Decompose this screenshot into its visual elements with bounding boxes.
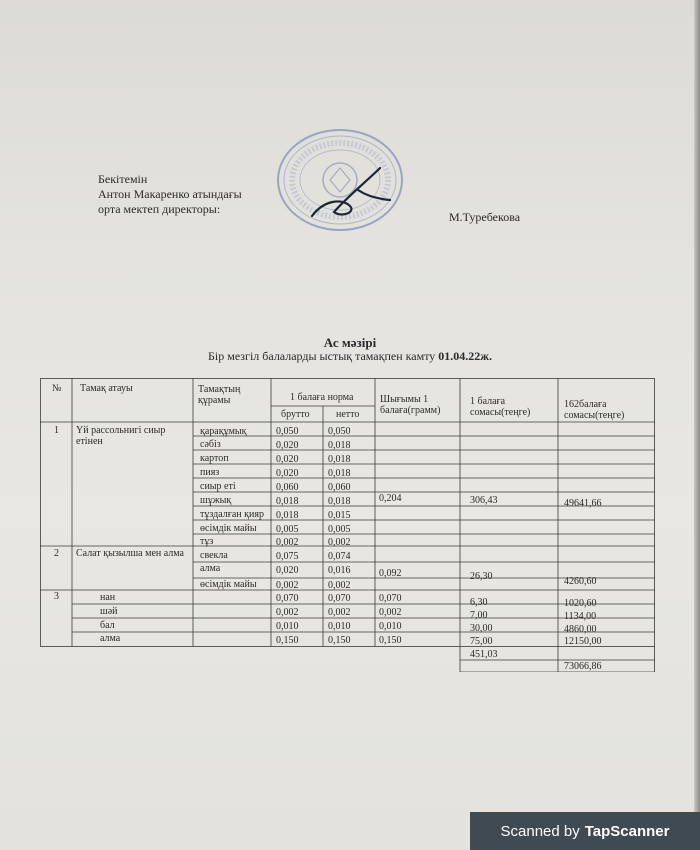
header-composition: Тамақтың құрамы <box>198 384 241 406</box>
ingredient-netto: 0,005 <box>328 524 351 535</box>
header-cost162: 162балаға сомасы(теңге) <box>564 399 625 421</box>
menu-subtitle <box>0 349 700 364</box>
ingredient-name: тұздалған қияр <box>200 509 264 520</box>
menu-table <box>40 378 655 672</box>
extra-cost1: 75,00 <box>470 636 493 647</box>
ingredient-brutto: 0,002 <box>276 580 299 591</box>
ingredient-netto: 0,002 <box>328 580 351 591</box>
ingredient-brutto: 0,020 <box>276 468 299 479</box>
ingredient-netto: 0,050 <box>328 426 351 437</box>
ingredient-name: свекла <box>200 550 228 561</box>
dish-cost162: 49641,66 <box>564 498 602 509</box>
extra-item-name: бал <box>100 620 115 631</box>
extra-cost1: 6,30 <box>470 597 488 608</box>
dish-number: 3 <box>54 591 59 602</box>
approval-line-1: Бекітемін <box>98 172 148 186</box>
official-seal-icon <box>272 128 412 238</box>
ingredient-netto: 0,015 <box>328 510 351 521</box>
approval-line-3: орта мектеп директоры: <box>98 202 221 216</box>
approval-block <box>98 172 242 217</box>
ingredient-brutto: 0,020 <box>276 440 299 451</box>
page-edge-shadow <box>694 0 700 850</box>
header-num: № <box>52 383 62 394</box>
dish-number: 1 <box>54 425 59 436</box>
dish-output: 0,092 <box>379 568 402 579</box>
dish-number: 2 <box>54 548 59 559</box>
extra-netto: 0,070 <box>328 593 351 604</box>
scanner-watermark-badge <box>470 812 700 850</box>
badge-prefix: Scanned by <box>500 822 580 840</box>
header-dish: Тамақ атауы <box>80 383 133 394</box>
extra-output: 0,002 <box>379 607 402 618</box>
ingredient-netto: 0,018 <box>328 454 351 465</box>
extra-output: 0,070 <box>379 593 402 604</box>
header-norm: 1 балаға норма <box>290 392 354 403</box>
ingredient-netto: 0,018 <box>328 468 351 479</box>
ingredient-name: қарақұмық <box>200 426 247 437</box>
extra-netto: 0,010 <box>328 621 351 632</box>
signer-name: М.Туребекова <box>449 210 521 224</box>
total-cost1: 451,03 <box>470 649 498 660</box>
ingredient-name: сәбіз <box>200 439 221 450</box>
extra-brutto: 0,002 <box>276 607 299 618</box>
dish-name: Үй рассольнигі сиыр етінен <box>76 425 166 447</box>
ingredient-brutto: 0,018 <box>276 510 299 521</box>
ingredient-name: өсімдік майы <box>200 579 257 590</box>
menu-date: 01.04.22ж. <box>438 349 492 363</box>
extra-cost1: 7,00 <box>470 610 488 621</box>
ingredient-name: пияз <box>200 467 220 478</box>
extra-brutto: 0,150 <box>276 635 299 646</box>
menu-title: Ас мәзірі <box>323 335 377 350</box>
ingredient-name: шұжық <box>200 495 232 506</box>
ingredient-netto: 0,018 <box>328 440 351 451</box>
menu-subtitle-text: Бір мезгіл балаларды ыстық тамақпен камту <box>208 349 439 363</box>
ingredient-netto: 0,074 <box>328 551 351 562</box>
header-cost1: 1 балаға сомасы(теңге) <box>470 396 531 418</box>
extra-netto: 0,002 <box>328 607 351 618</box>
dish-name: Салат қызылша мен алма <box>76 548 184 559</box>
ingredient-brutto: 0,005 <box>276 524 299 535</box>
ingredient-brutto: 0,020 <box>276 454 299 465</box>
extra-output: 0,010 <box>379 621 402 632</box>
dish-cost162: 4260,60 <box>564 576 597 587</box>
ingredient-netto: 0,060 <box>328 482 351 493</box>
extra-cost162: 12150,00 <box>564 636 602 647</box>
ingredient-brutto: 0,050 <box>276 426 299 437</box>
extra-brutto: 0,010 <box>276 621 299 632</box>
ingredient-brutto: 0,020 <box>276 565 299 576</box>
extra-netto: 0,150 <box>328 635 351 646</box>
extra-item-name: шәй <box>100 606 118 617</box>
extra-brutto: 0,070 <box>276 593 299 604</box>
ingredient-name: тұз <box>200 536 214 547</box>
ingredient-brutto: 0,018 <box>276 496 299 507</box>
ingredient-brutto: 0,060 <box>276 482 299 493</box>
ingredient-name: өсімдік майы <box>200 523 257 534</box>
header-brutto: брутто <box>281 409 310 420</box>
header-output: Шығымы 1 балаға(грамм) <box>380 394 441 416</box>
extra-item-name: алма <box>100 633 121 644</box>
dish-cost1: 306,43 <box>470 495 498 506</box>
extra-cost162: 4860,00 <box>564 624 597 635</box>
ingredient-name: алма <box>200 563 221 574</box>
ingredient-netto: 0,016 <box>328 565 351 576</box>
ingredient-name: сиыр еті <box>200 481 236 492</box>
extra-cost162: 1134,00 <box>564 611 597 622</box>
extra-output: 0,150 <box>379 635 402 646</box>
dish-output: 0,204 <box>379 493 402 504</box>
ingredient-netto: 0,018 <box>328 496 351 507</box>
extra-cost162: 1020,60 <box>564 598 597 609</box>
dish-cost1: 26,30 <box>470 571 493 582</box>
total-cost162: 73066,86 <box>564 661 602 672</box>
ingredient-netto: 0,002 <box>328 537 351 548</box>
extra-item-name: нан <box>100 592 116 603</box>
extra-cost1: 30,00 <box>470 623 493 634</box>
ingredient-name: картоп <box>200 453 229 464</box>
ingredient-brutto: 0,075 <box>276 551 299 562</box>
ingredient-brutto: 0,002 <box>276 537 299 548</box>
header-netto: нетто <box>336 409 360 420</box>
approval-line-2: Антон Макаренко атындағы <box>98 187 242 201</box>
badge-brand: TapScanner <box>584 822 670 840</box>
